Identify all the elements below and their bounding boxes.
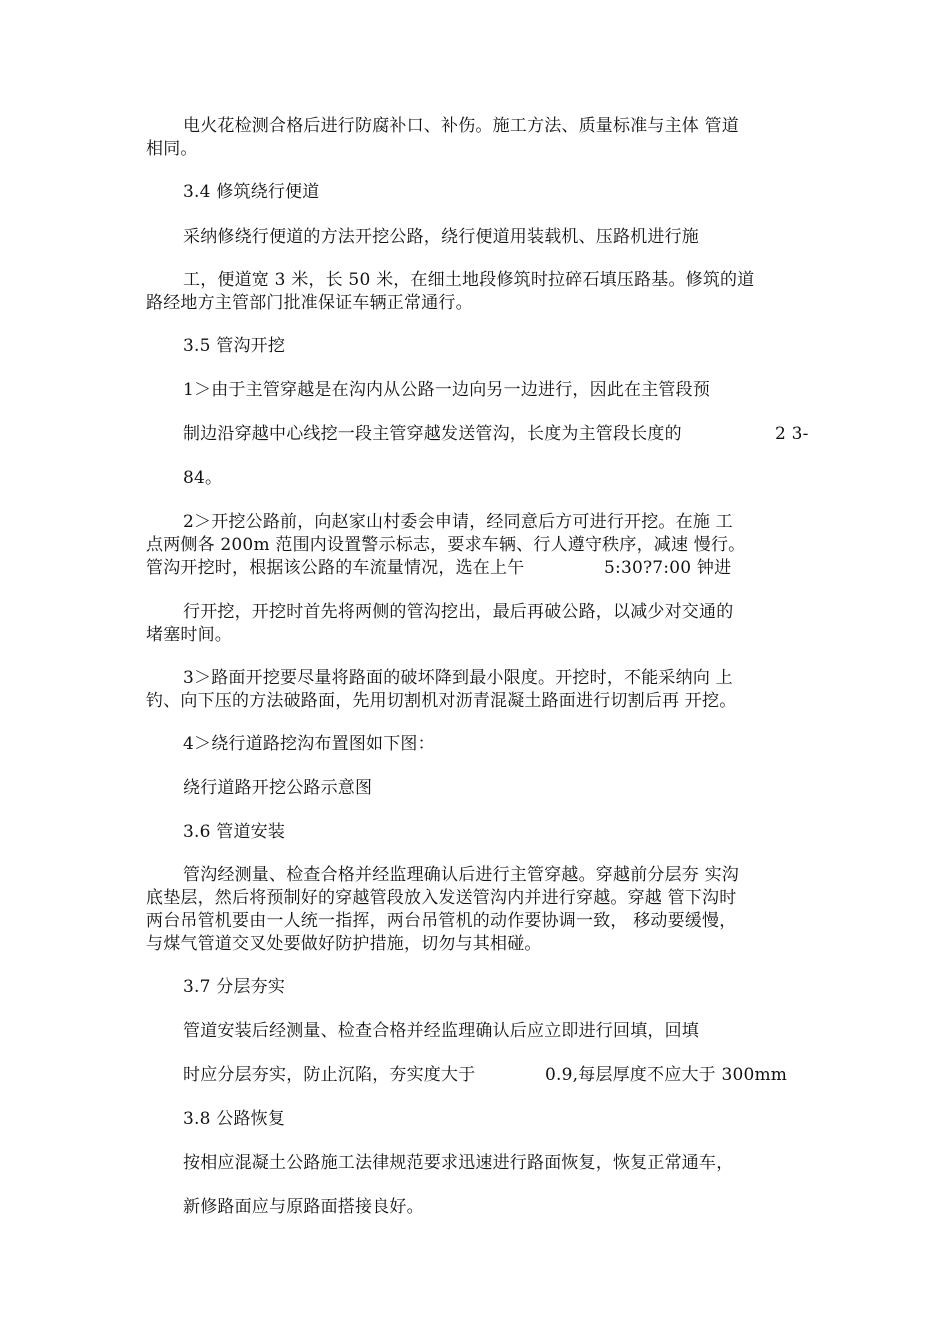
text-fragment: 5:30?7:00 钟进 [604,558,732,578]
text-fragment: 2 3- [775,424,809,444]
text-line: 工，便道宽 3 米，长 50 米，在细土地段修筑时拉碎石填压路基。修筑的道 [183,270,755,290]
figure-caption: 绕行道路开挖公路示意图 [183,778,373,798]
text-line: 按相应混凝土公路施工法律规范要求迅速进行路面恢复，恢复正常通车， [183,1153,734,1173]
text-line: 84。 [183,468,223,488]
text-line: 1＞由于主管穿越是在沟内从公路一边向另一边进行，因此在主管段预 [183,380,711,400]
section-heading: 3.8 公路恢复 [183,1109,286,1129]
text-line: 堵塞时间。 [146,625,232,645]
text-line: 行开挖，开挖时首先将两侧的管沟挖出，最后再破公路，以减少对交通的 [183,602,734,622]
section-heading: 3.6 管道安装 [183,822,286,842]
text-line: 电火花检测合格后进行防腐补口、补伤。施工方法、质量标准与主体 管道 [183,116,740,136]
text-line: 采纳修绕行便道的方法开挖公路，绕行便道用装载机、压路机进行施 [183,227,699,247]
text-line: 制边沿穿越中心线挖一段主管穿越发送管沟，长度为主管段长度的 [183,424,682,444]
section-heading: 3.5 管沟开挖 [183,336,286,356]
text-line: 底垫层，然后将预制好的穿越管段放入发送管沟内并进行穿越。穿越 管下沟时 [146,888,737,908]
text-line: 2＞开挖公路前，向赵家山村委会申请，经同意后方可进行开挖。在施 工 [183,512,733,532]
section-heading: 3.4 修筑绕行便道 [183,182,320,202]
text-fragment: 0.9,每层厚度不应大于 300mm [545,1065,788,1085]
text-line: 管沟开挖时，根据该公路的车流量情况，选在上午 [146,558,525,578]
text-line: 相同。 [146,139,198,159]
text-line: 时应分层夯实，防止沉陷，夯实度大于 [183,1065,476,1085]
text-line: 两台吊管机要由一人统一指挥，两台吊管机的动作要协调一致， 移动要缓慢， [146,911,737,931]
text-line: 与煤气管道交叉处要做好防护措施，切勿与其相碰。 [146,934,542,954]
text-line: 3＞路面开挖要尽量将路面的破坏降到最小限度。开挖时，不能采纳向 上 [183,668,733,688]
text-line: 管道安装后经测量、检查合格并经监理确认后应立即进行回填，回填 [183,1021,699,1041]
section-heading: 3.7 分层夯实 [183,977,286,997]
text-line: 点两侧各 200m 范围内设置警示标志，要求车辆、行人遵守秩序，减速 慢行。 [146,535,746,555]
text-line: 管沟经测量、检查合格并经监理确认后进行主管穿越。穿越前分层夯 实沟 [183,865,740,885]
text-line: 新修路面应与原路面搭接良好。 [183,1197,424,1217]
text-line: 4＞绕行道路挖沟布置图如下图： [183,734,435,754]
text-line: 路经地方主管部门批准保证车辆正常通行。 [146,293,473,313]
text-line: 钓、向下压的方法破路面，先用切割机对沥青混凝土路面进行切割后再 开挖。 [146,691,737,711]
